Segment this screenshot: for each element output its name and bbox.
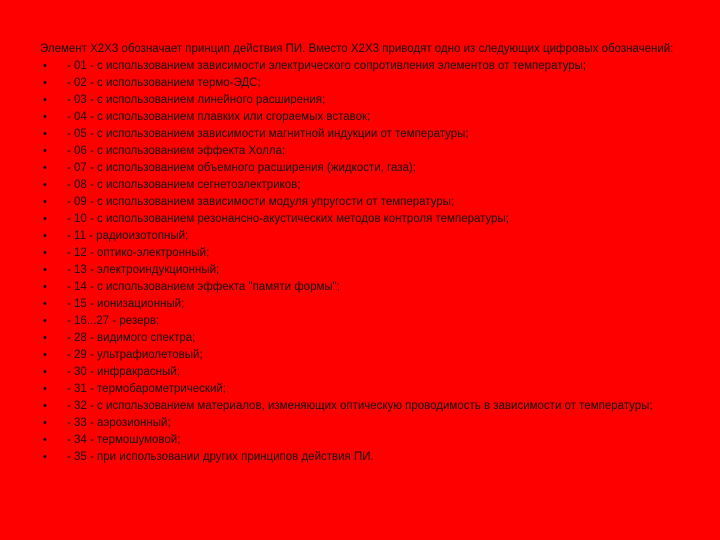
list-item [40,59,680,75]
slide-content [40,42,680,467]
bullet-icon: • [43,127,47,140]
bullet-icon: • [43,110,47,123]
list-item [40,416,680,432]
list-item [40,314,680,330]
list-item-text: - 09 - с использованием зависимости модуля упругости от температуры; [67,195,455,208]
list-item [40,365,680,381]
list-item [40,382,680,398]
list-item-text: - 33 - аэрозионный; [67,416,171,429]
bullet-icon: • [43,331,47,344]
bullet-list [40,59,680,466]
list-item-text: - 11 - радиоизотопный; [67,229,189,242]
list-item-text: - 07 - с использованием объемного расширения (жидкости, газа); [67,161,416,174]
list-item [40,450,680,466]
bullet-icon: • [43,263,47,276]
list-item-text: - 34 - термошумовой; [67,433,181,446]
list-item [40,178,680,194]
bullet-icon: • [43,365,47,378]
bullet-icon: • [43,229,47,242]
list-item [40,348,680,364]
list-item-text: - 28 - видимого спектра; [67,331,196,344]
bullet-icon: • [43,76,47,89]
list-item [40,280,680,296]
list-item-text: - 03 - с использованием линейного расширения; [67,93,326,106]
list-item-text: - 08 - с использованием сегнетоэлектриков; [67,178,301,191]
list-item [40,76,680,92]
intro-text: Элемент X2X3 обозначает принцип действия ПИ. Вместо X2X3 приводят одно из следующих цифровых обозначений: [40,43,674,55]
list-item-text: - 02 - с использованием термо-ЭДС; [67,76,261,89]
list-item-text: - 35 - при использовании других принципов действия ПИ. [67,450,374,463]
bullet-icon: • [43,399,47,412]
list-item-text: - 29 - ультрафиолетовый; [67,348,203,361]
list-item [40,263,680,279]
list-item-text: - 15 - ионизационный; [67,297,185,310]
list-item [40,297,680,313]
bullet-icon: • [43,144,47,157]
list-item-text: - 14 - с использованием эффекта "памяти формы"; [67,280,340,293]
list-item-text: - 10 - с использованием резонансно-акустических методов контроля температуры; [67,212,510,225]
list-item-text: - 01 - с использованием зависимости электрического сопротивления элементов от температуры; [67,59,587,72]
list-item [40,195,680,211]
bullet-icon: • [43,416,47,429]
bullet-icon: • [43,433,47,446]
list-item-text: - 05 - с использованием зависимости магнитной индукции от температуры; [67,127,469,140]
list-item [40,110,680,126]
bullet-icon: • [43,178,47,191]
bullet-icon: • [43,161,47,174]
bullet-icon: • [43,297,47,310]
bullet-icon: • [43,93,47,106]
bullet-icon: • [43,314,47,327]
list-item [40,331,680,347]
list-item-text: - 06 - с использованием эффекта Холла; [67,144,286,157]
list-item [40,229,680,245]
bullet-icon: • [43,195,47,208]
list-item [40,399,680,415]
list-item-text: - 13 - электроиндукционный; [67,263,220,276]
list-item [40,212,680,228]
list-item-text: - 16...27 - резерв; [67,314,160,327]
list-item [40,246,680,262]
list-item-text: - 04 - с использованием плавких или сгораемых вставок; [67,110,371,123]
bullet-icon: • [43,450,47,463]
list-item [40,161,680,177]
bullet-icon: • [43,280,47,293]
bullet-icon: • [43,348,47,361]
bullet-icon: • [43,382,47,395]
list-item [40,93,680,109]
bullet-icon: • [43,212,47,225]
list-item [40,144,680,160]
list-item-text: - 32 - с использованием материалов, изменяющих оптическую проводимость в зависимости от температуры; [67,399,653,412]
bullet-icon: • [43,59,47,72]
list-item-text: - 12 - оптико-электронный; [67,246,210,259]
list-item [40,127,680,143]
bullet-icon: • [43,246,47,259]
list-item [40,433,680,449]
list-item-text: - 30 - инфракрасный; [67,365,180,378]
list-item-text: - 31 - термобарометрический; [67,382,226,395]
